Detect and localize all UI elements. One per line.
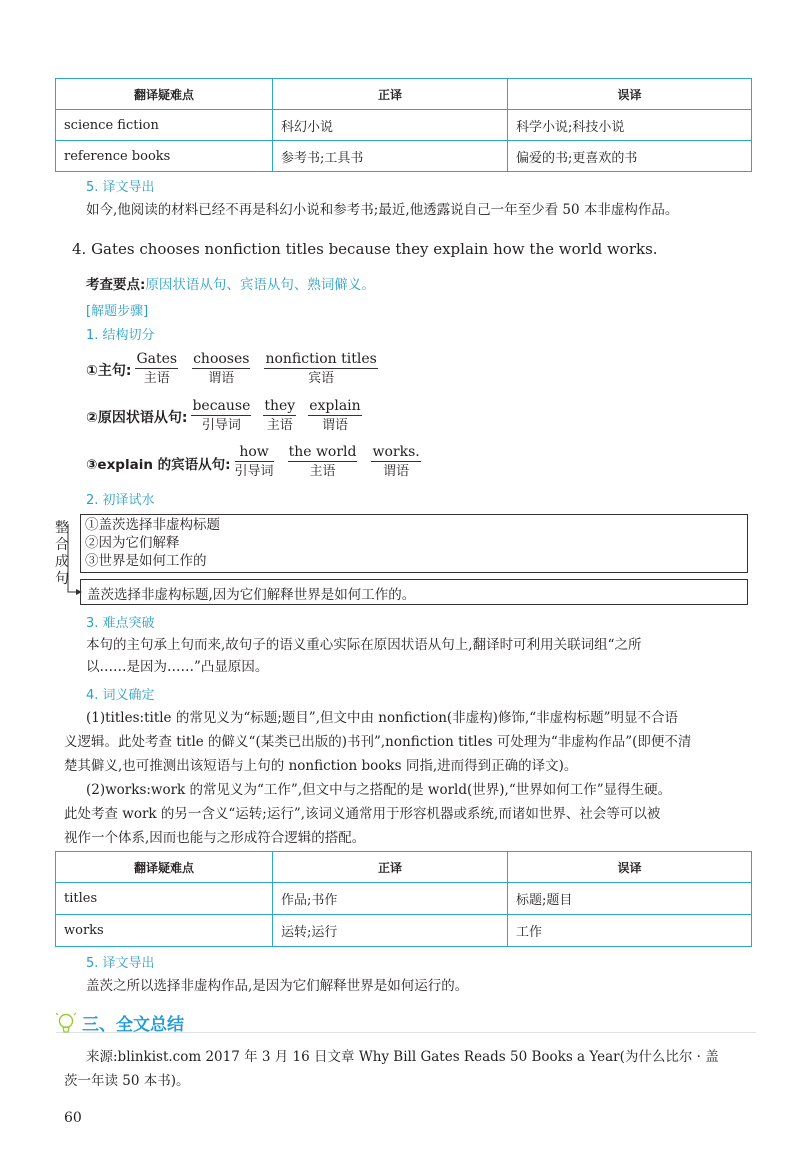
draft-combined: 盖茨选择非虚构标题,因为它们解释世界是如何工作的。 — [87, 587, 416, 603]
structure-word: nonfiction titles 宾语 — [265, 351, 377, 386]
step-heading: 4. 词义确定 — [86, 688, 155, 703]
table-cell: 工作 — [508, 915, 752, 947]
table-cell: 参考书;工具书 — [273, 141, 508, 172]
structure-row-object-clause — [86, 443, 421, 482]
header-cell: 正译 — [273, 79, 508, 110]
structure-row-reason-clause — [86, 397, 362, 436]
structure-word: chooses 谓语 — [193, 351, 250, 386]
structure-label: ①主句: — [86, 363, 132, 379]
header-cell: 翻译疑难点 — [56, 79, 273, 110]
structure-word: works. 谓语 — [372, 444, 420, 479]
paragraph-works: (2)works:work 的常见义为“工作”,但文中与之搭配的是 world(世界),“世界如何工作”显得生硬。 此处考查 work 的另一含义“运转;运行”,该词义通常用于形容机器或系统,而诸如世界、社会等可以被 视作一个体系,因而也能与之形成符合逻辑的搭配。 — [64, 782, 672, 846]
structure-word: the world 主语 — [288, 444, 357, 479]
table-header-row — [56, 852, 752, 883]
step-heading: 2. 初译试水 — [86, 493, 155, 508]
header-cell: 误译 — [508, 852, 752, 883]
structure-word: Gates 主语 — [136, 351, 178, 386]
structure-word: they 主语 — [264, 398, 296, 433]
combine-label: 整 合 成 句 — [55, 520, 69, 587]
source-paragraph: 来源:blinkist.com 2017 年 3 月 16 日文章 Why Bill Gates Reads 50 Books a Year(为什么比尔 · 盖 茨一年读 50 本书)。 — [64, 1049, 719, 1089]
table-cell: science fiction — [56, 110, 273, 141]
table-cell: 运转;运行 — [273, 915, 508, 947]
table-cell: 标题;题目 — [508, 883, 752, 915]
table-row — [56, 110, 752, 141]
section-title: 三、全文总结 — [82, 1015, 184, 1035]
header-cell: 误译 — [508, 79, 752, 110]
table-cell: 偏爱的书;更喜欢的书 — [508, 141, 752, 172]
exam-points-value: 原因状语从句、宾语从句、熟词僻义。 — [145, 277, 375, 293]
table-cell: works — [56, 915, 273, 947]
table-header-row — [56, 79, 752, 110]
table-row — [56, 141, 752, 172]
draft-combined-box — [80, 579, 748, 605]
draft-line: ①盖茨选择非虚构标题 — [85, 517, 220, 533]
structure-word: explain 谓语 — [309, 398, 361, 433]
structure-word: because 引导词 — [192, 398, 251, 433]
table-cell: 科学小说;科技小说 — [508, 110, 752, 141]
steps-label: [解题步骤] — [86, 304, 149, 319]
table-row — [56, 915, 752, 947]
table-translation-points-2 — [55, 851, 752, 947]
translation-output: 如今,他阅读的材料已经不再是科幻小说和参考书;最近,他透露说自己一年至少看 50 本非虚构作品。 — [86, 202, 679, 218]
structure-word: how 引导词 — [234, 444, 274, 479]
table-cell: titles — [56, 883, 273, 915]
structure-label: ③explain 的宾语从句: — [86, 457, 231, 473]
exam-points — [86, 274, 375, 296]
structure-label: ②原因状语从句: — [86, 410, 188, 426]
table-cell: reference books — [56, 141, 273, 172]
lightbulb-icon — [56, 1012, 78, 1036]
section-heading-bar — [56, 1012, 756, 1034]
table-cell: 科幻小说 — [273, 110, 508, 141]
draft-line: ②因为它们解释 — [85, 535, 180, 551]
header-cell: 正译 — [273, 852, 508, 883]
paragraph-titles: (1)titles:title 的常见义为“标题;题目”,但文中由 nonfiction(非虚构)修饰,“非虚构标题”明显不合语 义逻辑。此处考查 title 的僻义“(某类已出版的)书刊”,nonfiction titles 可处理为“非虚构作品”(即便不清 楚其僻义,也可推测出该短语与上句的 nonfiction books 同指,进而得到正确的译文)。 — [64, 710, 692, 774]
paragraph-difficulty: 本句的主句承上句而来,故句子的语义重心实际在原因状语从句上,翻译时可利用关联词组“之所 以……是因为……”凸显原因。 — [86, 637, 642, 675]
translation-output: 盖茨之所以选择非虚构作品,是因为它们解释世界是如何运行的。 — [86, 978, 469, 994]
draft-lines-box — [80, 514, 748, 573]
table-translation-points-1 — [55, 78, 752, 172]
structure-row-main-clause — [86, 350, 378, 389]
exam-points-label: 考查要点: — [86, 277, 146, 293]
step-heading: 5. 译文导出 — [86, 956, 155, 971]
sentence-4: 4. Gates chooses nonfiction titles because they explain how the world works. — [72, 240, 658, 258]
step-heading: 1. 结构切分 — [86, 328, 155, 343]
step-heading: 5. 译文导出 — [86, 180, 155, 195]
header-cell: 翻译疑难点 — [56, 852, 273, 883]
draft-line: ③世界是如何工作的 — [85, 553, 207, 569]
step-heading: 3. 难点突破 — [86, 616, 155, 631]
table-row — [56, 883, 752, 915]
page-number: 60 — [64, 1110, 82, 1126]
table-cell: 作品;书作 — [273, 883, 508, 915]
